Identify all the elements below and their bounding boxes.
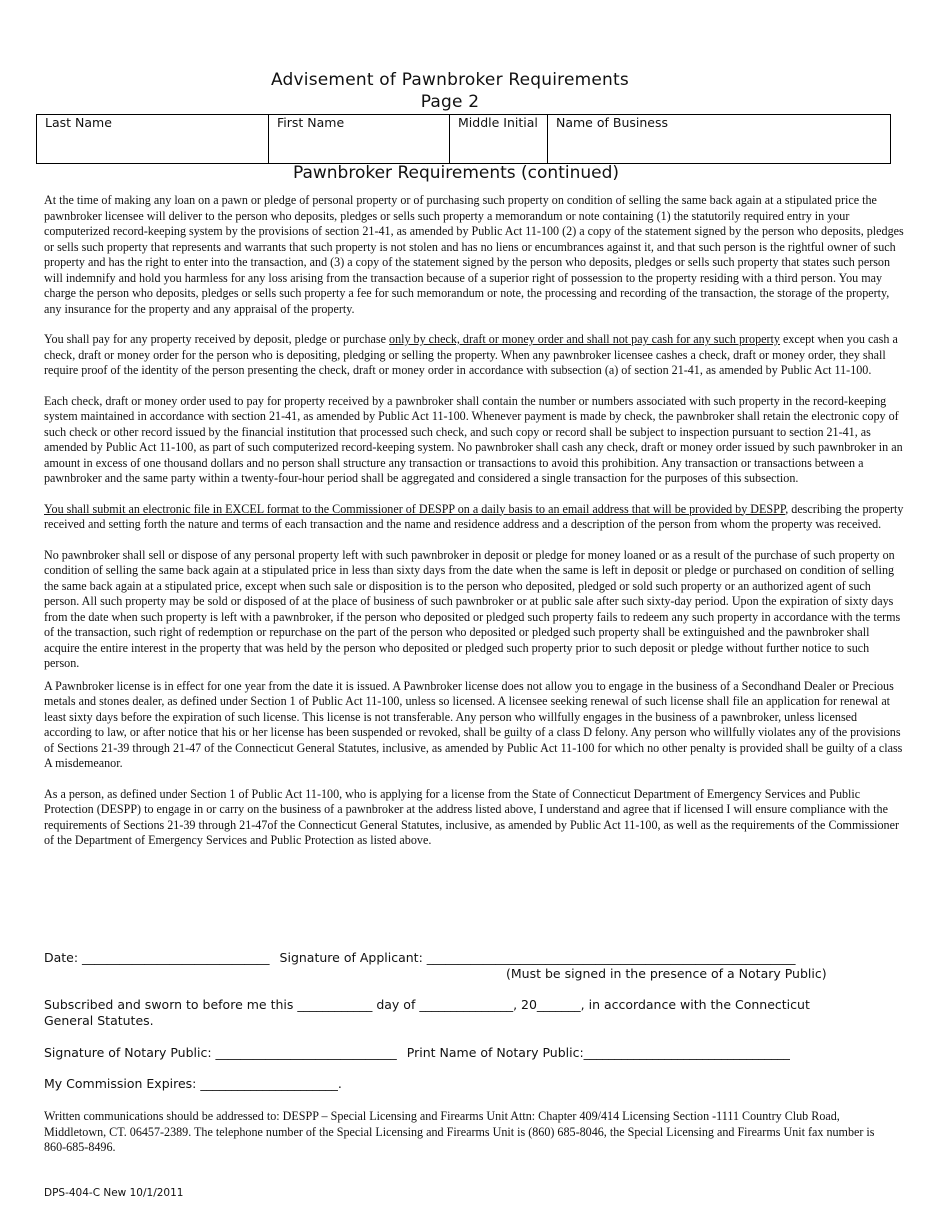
sworn-statement-continuation: General Statutes.	[44, 1013, 154, 1028]
commission-expires-line[interactable]: My Commission Expires: ______________________.	[44, 1076, 342, 1091]
middle-initial-field[interactable]	[450, 115, 548, 163]
paragraph-payment: You shall pay for any property received by deposit, pledge or purchase only by check, draft or money order and shall not pay cash for any such property except when you cash a check, draft or money order for the person who is depositing, pledging or selling the property. When any pawnbroker licensee cashes a check, draft or money order, they shall require proof of the identity of the person presenting the check, draft or money order in accordance with subsection (a) of section 21-41, as amended by Public Act 11-100.	[44, 332, 898, 377]
sworn-statement-line[interactable]: Subscribed and sworn to before me this ____________ day of _______________, 20_______, in accordance with the Connecticut	[44, 997, 810, 1012]
paragraph-excel-report: You shall submit an electronic file in EXCEL format to the Commissioner of DESPP on a daily basis to an email address that will be provided by DESPP, describing the property received and setting forth the nature and terms of each transaction and the name and residence address and a description of the person from whom the property was received.	[44, 501, 904, 531]
section-heading: Pawnbroker Requirements (continued)	[292, 163, 620, 183]
applicant-signature-line[interactable]: Signature of Applicant: ___________________________________________________________	[279, 950, 796, 965]
notary-signature-line[interactable]: Signature of Notary Public: _____________________________	[44, 1045, 397, 1060]
business-name-label: Name of Business	[556, 115, 668, 130]
paragraph-compliance-agreement: As a person, as defined under Section 1 of Public Act 11-100, who is applying for a license from the State of Connecticut Department of Emergency Services and Public Protection (DESPP) to engage in or carry on the business of a pawnbroker at the address listed above, I understand and agree that if licensed I will ensure compliance with the requirements of Sections 21-39 through 21-47of the Connecticut General Statutes, inclusive, as amended by Public Act 11-100, as well as the requirements of the Commissioner of the Department of Emergency Services and Public Protection as listed above.	[44, 786, 899, 847]
requirements-body	[44, 193, 906, 849]
form-title: Advisement of Pawnbroker Requirements	[271, 70, 629, 90]
business-name-field[interactable]	[548, 115, 890, 163]
date-line[interactable]: Date: ______________________________	[44, 950, 270, 965]
date-signature-row	[44, 950, 796, 965]
paragraph-check-records: Each check, draft or money order used to pay for property received by a pawnbroker shall contain the number or numbers associated with such property in the record-keeping system maintained in accordance with section 21-41, as amended by Public Act 11-100. Whenever payment is made by check, the pawnbroker shall retain the electronic copy of such check or other record issued by the financial institution that processed such check, and such copy or record shall be subject to inspection pursuant to section 21-41, as amended by Public Act 11-100, as part of such computerized record-keeping system. No pawnbroker shall cash any check, draft or money order issued by such pawnbroker in an amount in excess of one thousand dollars and no person shall structure any transaction or transactions to avoid this prohibition. Any transaction or transactions between a pawnbroker and the same party within a twenty-four-hour period shall be aggregated and considered a single transaction for the purposes of this subsection.	[44, 393, 903, 485]
payment-requirement-underlined: only by check, draft or money order and shall not pay cash for any such property	[389, 332, 780, 346]
last-name-field[interactable]	[37, 115, 269, 163]
first-name-label: First Name	[277, 115, 345, 130]
form-id: DPS-404-C New 10/1/2011	[44, 1187, 184, 1199]
notary-presence-note: (Must be signed in the presence of a Notary Public)	[506, 966, 827, 981]
middle-initial-label: Middle Initial	[458, 115, 538, 130]
last-name-label: Last Name	[45, 115, 112, 130]
excel-requirement-underlined: You shall submit an electronic file in EXCEL format to the Commissioner of DESPP on a daily basis to an email address that will be provided by DESPP	[44, 501, 786, 516]
first-name-field[interactable]	[269, 115, 450, 163]
page-number: Page 2	[420, 92, 480, 112]
applicant-id-table	[36, 114, 891, 164]
notary-print-name-line[interactable]: Print Name of Notary Public:_________________________________	[406, 1045, 790, 1060]
notary-signature-row	[44, 1045, 790, 1060]
paragraph-holding-period: No pawnbroker shall sell or dispose of any personal property left with such pawnbroker in deposit or pledge for money loaned or as a result of the purchase of such property on condition of selling the same back again at a stipulated price in less than sixty days from the date when the same is left in deposit or pledge or purchased on condition of selling the same back again at a stipulated price, except when such sale or disposition is to the person who deposited, pledged or sold such property or an authorized agent of such person. All such property may be sold or disposed of at the place of business of such pawnbroker or at public sale after such sixty-day period. Upon the expiration of sixty days from the date when such property is left with a pawnbroker, if the person who deposited or pledged such property fails to redeem any such property in accordance with the terms of the transaction, such right of redemption or repurchase on the part of the person who deposited or pledged such property shall be extinguished and the pawnbroker shall acquire the entire interest in the property that was held by the person who deposited or pledged such property prior to such deposit or pledge without further notice to such person.	[44, 547, 901, 670]
paragraph-memorandum: At the time of making any loan on a pawn or pledge of personal property or of purchasing such property on condition of selling the same back again at a stipulated price the pawnbroker licensee will deliver to the person who deposits, pledges or sells such property a memorandum or note containing (1) the statutorily required entry in your computerized record-keeping system by the provisions of section 21-41, as amended by Public Act 11-100 (2) a copy of the statement signed by the person who deposits, pledges or sells such property that represents and warrants that such property is not stolen and has no liens or encumbrances against it, and that such person is the rightful owner of such property and has the right to enter into the transaction, and (3) a copy of the statement signed by the person who deposits, pledges or sells such property that states such person will indemnify and hold you harmless for any loss arising from the transaction because of a superior right of possession to the property residing with a third person. You may charge the person who deposits, pledges or sells such property a fee for such memorandum or note, the processing and recording of the transaction, the storage of the property, any insurance for the property and any appraisal of the property.	[44, 193, 904, 316]
contact-information: Written communications should be addressed to: DESPP – Special Licensing and Firearms Unit Attn: Chapter 409/414 Licensing Section -1111 Country Club Road, Middletown, CT. 06457-2389. The telephone number of the Special Licensing and Firearms Unit is (860) 685-8046, the Special Licensing and Firearms Unit fax number is 860-685-8496.	[44, 1109, 875, 1154]
paragraph-license-term: A Pawnbroker license is in effect for one year from the date it is issued. A Pawnbroker license does not allow you to engage in the business of a Secondhand Dealer or Precious metals and stones dealer, as defined under Section 1 of Public Act 11-100, unless so licensed. A licensee seeking renewal of such license shall file an application for renewal at least sixty days before the expiration of such license. This license is not transferable. Any person who willfully engages in the business of a pawnbroker, unless licensed according to law, or after notice that his or her license has been suspended or revoked, shall be guilty of a class D felony. Any person who willfully violates any of the provisions of Sections 21-39 through 21-47 of the Connecticut General Statutes, inclusive, as amended by Public Act 11-100 for which no other penalty is provided shall be guilty of a class A misdemeanor.	[44, 678, 903, 770]
